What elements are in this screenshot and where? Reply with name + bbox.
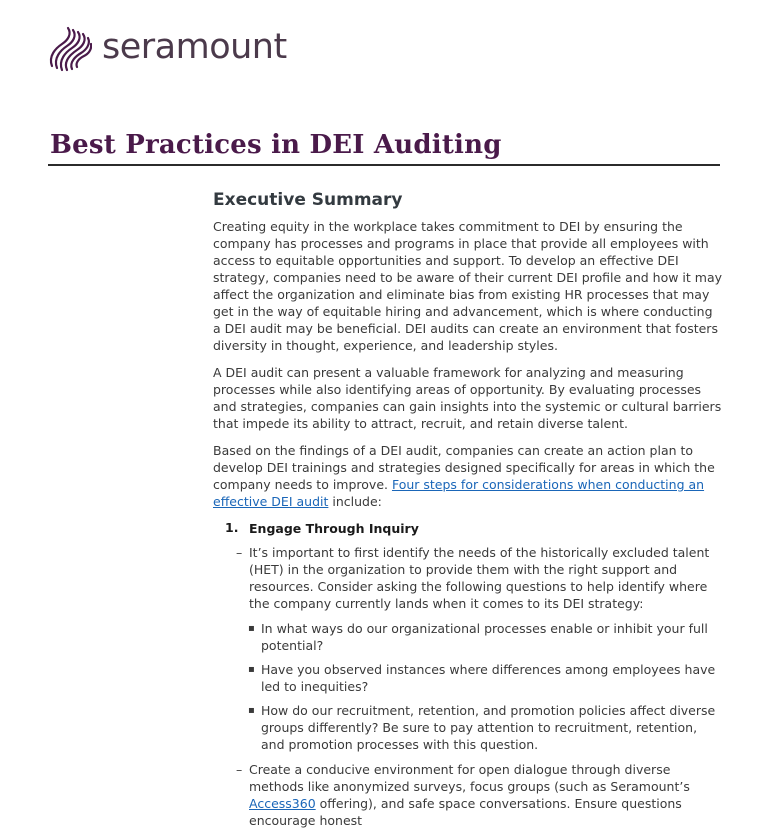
question-text: In what ways do our organizational processes enable or inhibit your full potential? xyxy=(261,621,708,653)
four-steps-link[interactable]: Four steps for considerations when conducting an effective DEI audit xyxy=(213,477,705,509)
summary-paragraph-3 xyxy=(213,442,723,510)
square-bullet-icon: ▪ xyxy=(248,623,255,634)
square-bullet-icon: ▪ xyxy=(248,705,255,716)
question-text: Have you observed instances where differences among employees have led to inequities? xyxy=(261,662,716,694)
access360-link[interactable]: Access360 xyxy=(249,796,316,811)
document-body xyxy=(213,190,723,837)
step-detail-text: It’s important to first identify the needs of the historically excluded talent (HET) in the organization to provide them with the right support and resources. Consider asking the following questions to help identify where the company currently lands when it comes to its DEI strategy: xyxy=(249,545,710,611)
question-item xyxy=(248,620,723,654)
question-text: How do our recruitment, retention, and promotion policies affect diverse groups differently? Be sure to pay attention to recruitment, retention, and promotion processes with this question. xyxy=(261,703,716,752)
square-bullet-icon: ▪ xyxy=(248,664,255,675)
dash-marker: – xyxy=(236,545,243,560)
step-title: Engage Through Inquiry xyxy=(249,521,419,536)
step-detail xyxy=(236,544,723,753)
dash-marker: – xyxy=(236,762,243,777)
question-list xyxy=(249,620,723,753)
summary-paragraph-1: Creating equity in the workplace takes commitment to DEI by ensuring the company has processes and programs in place that provide all employees with access to equitable opportunities and support. To develop an effective DEI strategy, companies need to be aware of their current DEI profile and how it may affect the organization and eliminate bias from existing HR processes that may get in the way of equitable hiring and advancement, which is where conducting a DEI audit may be beneficial. DEI audits can create an environment that fosters diversity in thought, experience, and leadership styles. xyxy=(213,219,723,353)
wave-swirl-logo-icon xyxy=(46,26,92,72)
paragraph-text: Based on the findings of a DEI audit, companies can create an action plan to develop DEI trainings and strategies designed specifically for areas in which the company needs to improve. xyxy=(213,443,715,492)
step-number: 1. xyxy=(225,520,239,535)
step-detail-text: offering), and safe space conversations. Ensure questions encourage honest xyxy=(249,796,682,828)
step-detail xyxy=(236,761,723,829)
title-divider xyxy=(48,164,720,166)
question-item xyxy=(248,661,723,695)
brand-name: seramount xyxy=(102,27,287,67)
summary-paragraph-2: A DEI audit can present a valuable framework for analyzing and measuring processes while also identifying areas of opportunity. By evaluating processes and strategies, companies can gain insights into the systemic or cultural barriers that impede its ability to attract, recruit, and retain diverse talent. xyxy=(213,365,722,431)
document-title: Best Practices in DEI Auditing xyxy=(50,130,502,160)
seramount-logo[interactable] xyxy=(46,26,287,72)
question-item xyxy=(248,702,723,753)
step-detail-text: Create a conducive environment for open dialogue through diverse methods like anonymized surveys, focus groups (such as Seramount’s xyxy=(249,762,690,794)
paragraph-text: include: xyxy=(328,494,382,509)
section-heading: Executive Summary xyxy=(213,190,403,210)
step-item xyxy=(213,520,723,829)
